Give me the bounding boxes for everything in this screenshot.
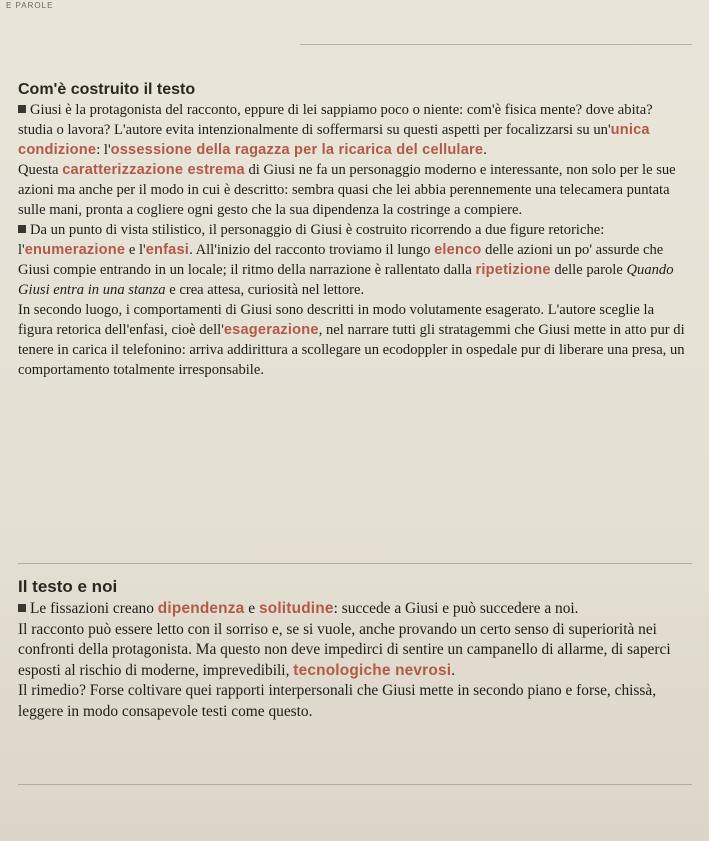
- paragraph: Questa caratterizzazione estrema di Giusi ne fa un personaggio moderno e interessante, non solo per le sue azioni ma anche per il modo in cui è descritto: sembra quasi che lei abbia perennemente una telecamera puntata sulle mani, pronta a cogliere ogni gesto che la sua dipendenza la costringe a compiere.: [18, 162, 676, 218]
- keyword: elenco: [434, 242, 482, 258]
- paragraph: Il racconto può essere letto con il sorriso e, se si vuole, anche provando un certo senso di superiorità nei confronti della protagonista. Ma questo non deve impedirci di sentire un campanello di allarme, di saperci esposti al rischio di moderne, imprevedibili, tecnologiche nevrosi.: [18, 620, 671, 679]
- keyword: solitudine: [258, 600, 334, 617]
- section-title: Il testo e noi: [18, 577, 118, 596]
- section-title: Com'è costruito il testo: [18, 81, 196, 98]
- keyword: tecnologiche nevrosi: [293, 661, 452, 679]
- keyword: enfasi: [145, 242, 190, 258]
- bottom-divider: [18, 784, 692, 785]
- keyword: caratterizzazione estrema: [62, 162, 245, 178]
- square-bullet-icon: [18, 604, 26, 612]
- running-header: E PAROLE: [6, 1, 54, 10]
- paragraph: Le fissazioni creano dipendenza e solitudine: succede a Giusi e può succedere a noi.: [18, 599, 690, 620]
- keyword: dipendenza: [157, 600, 245, 617]
- keyword: ossessione della ragazza per la ricarica del cellulare: [110, 142, 484, 158]
- paragraph: Giusi è la protagonista del racconto, eppure di lei sappiamo poco o niente: com'è fisica mente? dove abita? studia o lavora? L'autore evita intenzionalmente di soffermarsi su questi aspetti per focalizzarsi su un'unica condizione: l'ossessione della ragazza per la ricarica del cellulare.: [18, 102, 653, 158]
- square-bullet-icon: [18, 225, 26, 233]
- keyword: ripetizione: [475, 262, 551, 278]
- keyword: unica condizione: [18, 122, 650, 158]
- square-bullet-icon: [18, 105, 26, 113]
- section-divider: [18, 563, 692, 564]
- quoted-phrase: Quando Giusi entra in una stanza: [18, 262, 674, 298]
- section-how-text-is-built: [18, 81, 690, 380]
- keyword: enumerazione: [24, 242, 126, 258]
- paragraph: Da un punto di vista stilistico, il personaggio di Giusi è costruito ricorrendo a due figure retoriche: l'enumerazione e l'enfasi. All'inizio del racconto troviamo il lungo elenco delle azioni un po' assurde che Giusi compie entrando in un locale; il ritmo della narrazione è rallentato dalla ripetizione delle parole Quando Giusi entra in una stanza e crea attesa, curiosità nel lettore.: [18, 222, 674, 298]
- top-divider: [300, 44, 692, 45]
- paragraph: Il rimedio? Forse coltivare quei rapporti interpersonali che Giusi mette in secondo piano e forse, chissà, leggere in modo consapevole testi come questo.: [18, 682, 657, 720]
- paragraph: In secondo luogo, i comportamenti di Giusi sono descritti in modo volutamente esagerato. L'autore sceglie la figura retorica dell'enfasi, cioè dell'esagerazione, nel narrare tutti gli stratagemmi che Giusi mette in atto pur di tenere in carica il telefonino: arriva addirittura a scollegare un ecodoppler in ospedale pur di liberare una presa, un comportamento totalmente irresponsabile.: [18, 302, 685, 378]
- section-text-and-us: [18, 577, 690, 722]
- keyword: esagerazione: [223, 322, 319, 338]
